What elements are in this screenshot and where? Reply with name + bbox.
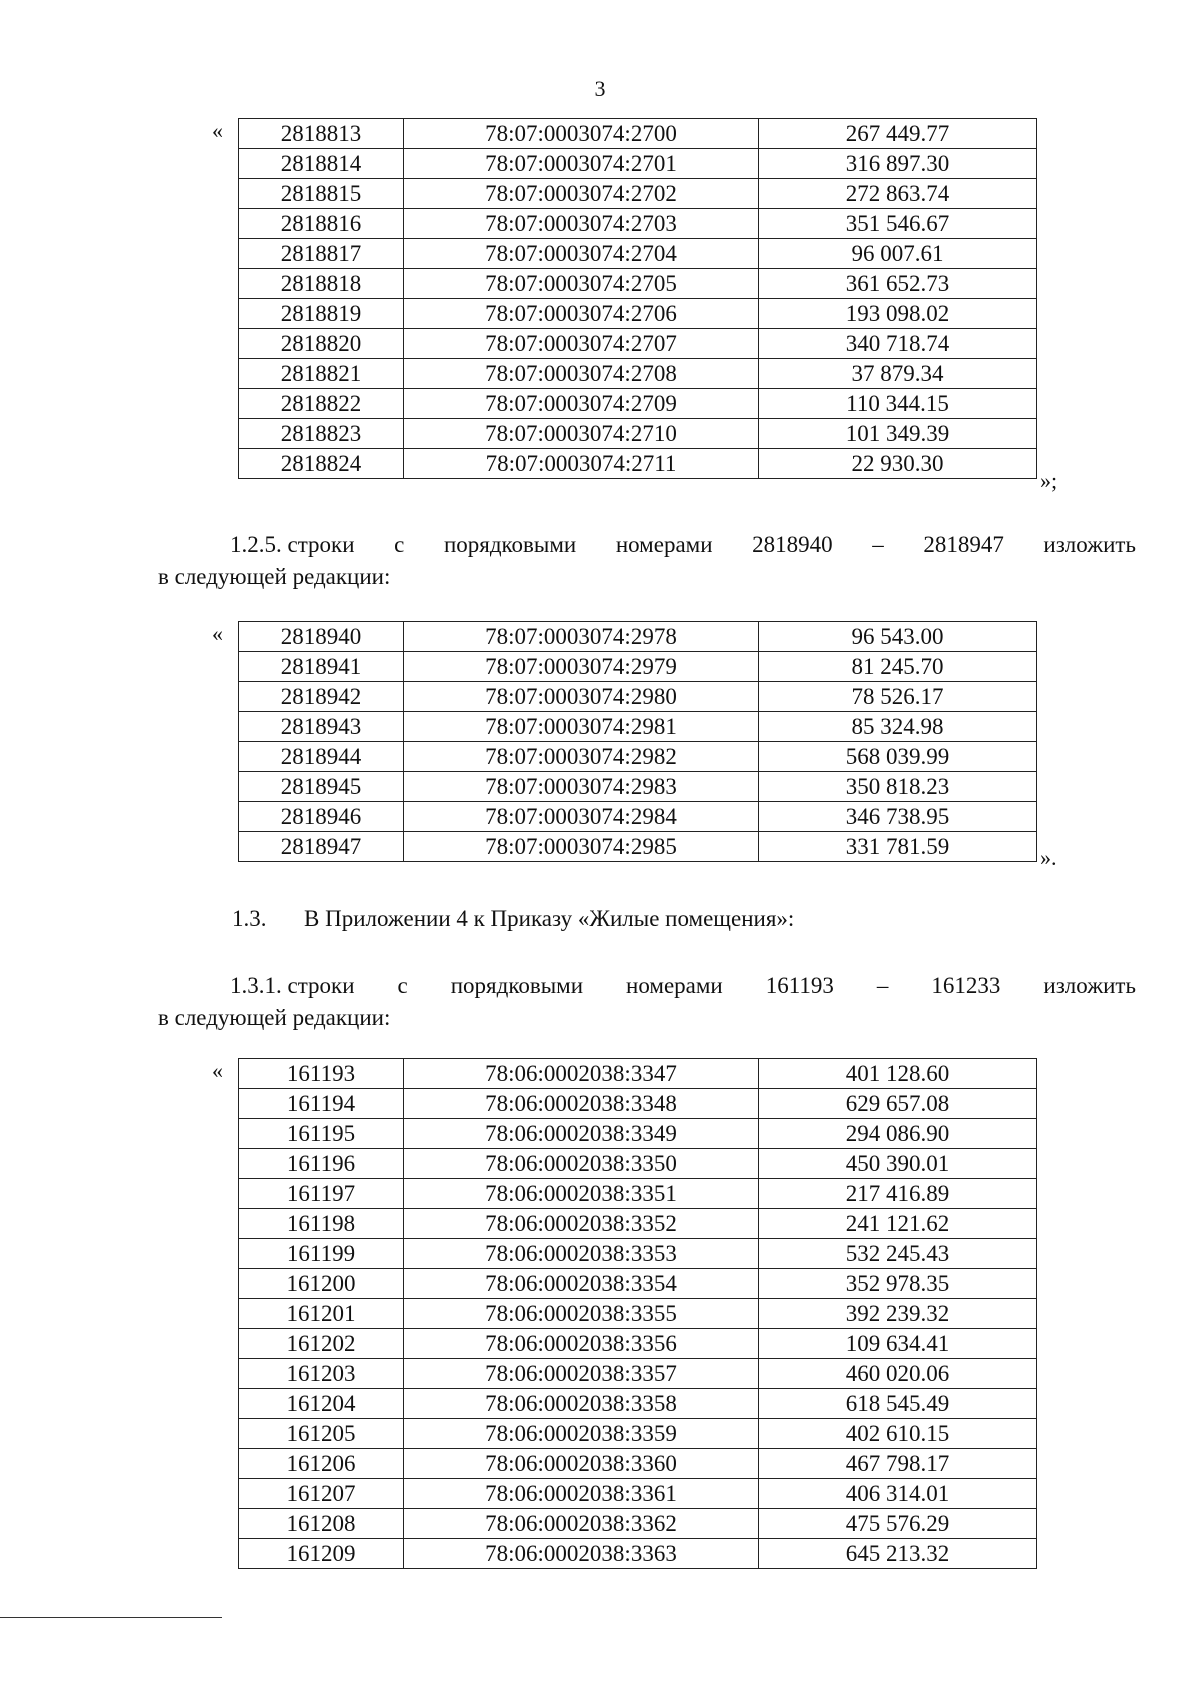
paragraph-word: 1.2.5. строки (230, 532, 355, 557)
table-row (239, 712, 1037, 742)
table-row (239, 239, 1037, 269)
cadastral-number-cell: 78:07:0003074:2702 (404, 179, 759, 209)
row-number-cell: 161203 (239, 1359, 404, 1389)
table-row (239, 802, 1037, 832)
section-heading-1-3 (232, 903, 794, 935)
value-cell: 568 039.99 (759, 742, 1037, 772)
paragraph-second-line: в следующей редакции: (158, 1005, 391, 1030)
table-row (239, 1149, 1037, 1179)
cadastral-number-cell: 78:07:0003074:2983 (404, 772, 759, 802)
value-cell: 193 098.02 (759, 299, 1037, 329)
table-row (239, 419, 1037, 449)
table-row (239, 299, 1037, 329)
table-row (239, 1059, 1037, 1089)
paragraph-word: 161193 (765, 973, 834, 998)
value-cell: 475 576.29 (759, 1509, 1037, 1539)
value-cell: 272 863.74 (759, 179, 1037, 209)
value-cell: 267 449.77 (759, 119, 1037, 149)
cadastral-number-cell: 78:07:0003074:2981 (404, 712, 759, 742)
row-number-cell: 161205 (239, 1419, 404, 1449)
value-cell: 96 007.61 (759, 239, 1037, 269)
value-cell: 618 545.49 (759, 1389, 1037, 1419)
row-number-cell: 161201 (239, 1299, 404, 1329)
cadastral-number-cell: 78:07:0003074:2700 (404, 119, 759, 149)
cadastral-number-cell: 78:07:0003074:2701 (404, 149, 759, 179)
cadastral-number-cell: 78:07:0003074:2710 (404, 419, 759, 449)
cadastral-number-cell: 78:07:0003074:2708 (404, 359, 759, 389)
registry-table-1 (238, 118, 1037, 479)
table-row (239, 832, 1037, 862)
paragraph-word: с (397, 973, 408, 998)
value-cell: 361 652.73 (759, 269, 1037, 299)
table-row (239, 682, 1037, 712)
section-number: 1.3. (232, 906, 267, 931)
paragraph-1-3-1 (158, 970, 1136, 1034)
row-number-cell: 161196 (239, 1149, 404, 1179)
value-cell: 351 546.67 (759, 209, 1037, 239)
row-number-cell: 2818822 (239, 389, 404, 419)
table-row (239, 1419, 1037, 1449)
row-number-cell: 161198 (239, 1209, 404, 1239)
row-number-cell: 2818823 (239, 419, 404, 449)
value-cell: 37 879.34 (759, 359, 1037, 389)
cadastral-number-cell: 78:07:0003074:2978 (404, 622, 759, 652)
paragraph-word: номерами (626, 973, 723, 998)
cadastral-number-cell: 78:06:0002038:3353 (404, 1239, 759, 1269)
table-row (239, 1479, 1037, 1509)
cadastral-number-cell: 78:06:0002038:3352 (404, 1209, 759, 1239)
value-cell: 402 610.15 (759, 1419, 1037, 1449)
value-cell: 467 798.17 (759, 1449, 1037, 1479)
row-number-cell: 2818947 (239, 832, 404, 862)
value-cell: 78 526.17 (759, 682, 1037, 712)
cadastral-number-cell: 78:06:0002038:3363 (404, 1539, 759, 1569)
table-row (239, 1359, 1037, 1389)
page-number: 3 (594, 76, 606, 101)
table-row (239, 772, 1037, 802)
value-cell: 645 213.32 (759, 1539, 1037, 1569)
cadastral-number-cell: 78:06:0002038:3347 (404, 1059, 759, 1089)
table-row (239, 269, 1037, 299)
value-cell: 346 738.95 (759, 802, 1037, 832)
table-row (239, 149, 1037, 179)
row-number-cell: 161197 (239, 1179, 404, 1209)
row-number-cell: 161193 (239, 1059, 404, 1089)
cadastral-number-cell: 78:06:0002038:3348 (404, 1089, 759, 1119)
cadastral-number-cell: 78:06:0002038:3362 (404, 1509, 759, 1539)
table-row (239, 449, 1037, 479)
cadastral-number-cell: 78:07:0003074:2706 (404, 299, 759, 329)
table-row (239, 1299, 1037, 1329)
cadastral-number-cell: 78:06:0002038:3360 (404, 1449, 759, 1479)
table-row (239, 1179, 1037, 1209)
table-row (239, 1449, 1037, 1479)
paragraph-word: 2818947 (923, 532, 1004, 557)
value-cell: 629 657.08 (759, 1089, 1037, 1119)
row-number-cell: 2818814 (239, 149, 404, 179)
cadastral-number-cell: 78:07:0003074:2980 (404, 682, 759, 712)
cadastral-number-cell: 78:07:0003074:2985 (404, 832, 759, 862)
cadastral-number-cell: 78:06:0002038:3354 (404, 1269, 759, 1299)
paragraph-1-2-5 (158, 529, 1136, 593)
paragraph-word: – (872, 532, 884, 557)
cadastral-number-cell: 78:06:0002038:3356 (404, 1329, 759, 1359)
table-row (239, 1269, 1037, 1299)
value-cell: 350 818.23 (759, 772, 1037, 802)
value-cell: 101 349.39 (759, 419, 1037, 449)
table-row (239, 1209, 1037, 1239)
row-number-cell: 161202 (239, 1329, 404, 1359)
table-row (239, 1089, 1037, 1119)
value-cell: 217 416.89 (759, 1179, 1037, 1209)
paragraph-word: изложить (1043, 532, 1136, 557)
row-number-cell: 161195 (239, 1119, 404, 1149)
value-cell: 532 245.43 (759, 1239, 1037, 1269)
paragraph-word: 161233 (931, 973, 1001, 998)
value-cell: 401 128.60 (759, 1059, 1037, 1089)
table-row (239, 179, 1037, 209)
registry-table-3 (238, 1058, 1037, 1569)
value-cell: 96 543.00 (759, 622, 1037, 652)
value-cell: 85 324.98 (759, 712, 1037, 742)
row-number-cell: 2818942 (239, 682, 404, 712)
table-row (239, 359, 1037, 389)
cadastral-number-cell: 78:06:0002038:3358 (404, 1389, 759, 1419)
cadastral-number-cell: 78:06:0002038:3350 (404, 1149, 759, 1179)
table-row (239, 652, 1037, 682)
cadastral-number-cell: 78:07:0003074:2984 (404, 802, 759, 832)
paragraph-word: порядковыми (443, 532, 577, 557)
row-number-cell: 2818944 (239, 742, 404, 772)
cadastral-number-cell: 78:07:0003074:2979 (404, 652, 759, 682)
row-number-cell: 2818945 (239, 772, 404, 802)
value-cell: 450 390.01 (759, 1149, 1037, 1179)
paragraph-word: с (394, 532, 405, 557)
cadastral-number-cell: 78:06:0002038:3349 (404, 1119, 759, 1149)
table-row (239, 1119, 1037, 1149)
value-cell: 109 634.41 (759, 1329, 1037, 1359)
cadastral-number-cell: 78:07:0003074:2704 (404, 239, 759, 269)
row-number-cell: 2818817 (239, 239, 404, 269)
table-row (239, 1539, 1037, 1569)
cadastral-number-cell: 78:06:0002038:3361 (404, 1479, 759, 1509)
value-cell: 22 930.30 (759, 449, 1037, 479)
row-number-cell: 161200 (239, 1269, 404, 1299)
cadastral-number-cell: 78:07:0003074:2705 (404, 269, 759, 299)
paragraph-word: 1.3.1. строки (230, 973, 355, 998)
paragraph-word: 2818940 (752, 532, 833, 557)
table-row (239, 1389, 1037, 1419)
paragraph-first-line (158, 529, 1136, 561)
table-row (239, 1509, 1037, 1539)
opening-quote: « (212, 118, 223, 143)
value-cell: 316 897.30 (759, 149, 1037, 179)
row-number-cell: 2818819 (239, 299, 404, 329)
paragraph-word: номерами (615, 532, 713, 557)
paragraph-word: изложить (1043, 973, 1136, 998)
cadastral-number-cell: 78:06:0002038:3359 (404, 1419, 759, 1449)
value-cell: 406 314.01 (759, 1479, 1037, 1509)
row-number-cell: 2818816 (239, 209, 404, 239)
value-cell: 241 121.62 (759, 1209, 1037, 1239)
row-number-cell: 161206 (239, 1449, 404, 1479)
cadastral-number-cell: 78:06:0002038:3357 (404, 1359, 759, 1389)
closing-quote: »; (1040, 468, 1058, 493)
table-row (239, 329, 1037, 359)
value-cell: 294 086.90 (759, 1119, 1037, 1149)
row-number-cell: 2818821 (239, 359, 404, 389)
table-row (239, 119, 1037, 149)
registry-table-2 (238, 621, 1037, 862)
row-number-cell: 2818940 (239, 622, 404, 652)
row-number-cell: 2818815 (239, 179, 404, 209)
row-number-cell: 161208 (239, 1509, 404, 1539)
cadastral-number-cell: 78:07:0003074:2707 (404, 329, 759, 359)
row-number-cell: 2818941 (239, 652, 404, 682)
value-cell: 110 344.15 (759, 389, 1037, 419)
value-cell: 340 718.74 (759, 329, 1037, 359)
paragraph-word: – (876, 973, 889, 998)
cadastral-number-cell: 78:06:0002038:3355 (404, 1299, 759, 1329)
cadastral-number-cell: 78:07:0003074:2982 (404, 742, 759, 772)
row-number-cell: 161204 (239, 1389, 404, 1419)
cadastral-number-cell: 78:06:0002038:3351 (404, 1179, 759, 1209)
cadastral-number-cell: 78:07:0003074:2709 (404, 389, 759, 419)
paragraph-word: порядковыми (450, 973, 584, 998)
cadastral-number-cell: 78:07:0003074:2703 (404, 209, 759, 239)
opening-quote: « (212, 621, 223, 646)
value-cell: 392 239.32 (759, 1299, 1037, 1329)
table-row (239, 742, 1037, 772)
row-number-cell: 161194 (239, 1089, 404, 1119)
row-number-cell: 161209 (239, 1539, 404, 1569)
value-cell: 460 020.06 (759, 1359, 1037, 1389)
row-number-cell: 2818943 (239, 712, 404, 742)
row-number-cell: 2818946 (239, 802, 404, 832)
closing-quote: ». (1040, 845, 1057, 870)
paragraph-first-line (158, 970, 1136, 1002)
section-text: В Приложении 4 к Приказу «Жилые помещения»: (304, 906, 795, 931)
row-number-cell: 161207 (239, 1479, 404, 1509)
row-number-cell: 2818818 (239, 269, 404, 299)
table-row (239, 622, 1037, 652)
row-number-cell: 2818813 (239, 119, 404, 149)
opening-quote: « (212, 1058, 223, 1083)
row-number-cell: 161199 (239, 1239, 404, 1269)
table-row (239, 1329, 1037, 1359)
value-cell: 81 245.70 (759, 652, 1037, 682)
value-cell: 331 781.59 (759, 832, 1037, 862)
paragraph-second-line: в следующей редакции: (158, 564, 391, 589)
cadastral-number-cell: 78:07:0003074:2711 (404, 449, 759, 479)
value-cell: 352 978.35 (759, 1269, 1037, 1299)
footnote-separator-line (0, 1617, 222, 1618)
table-row (239, 209, 1037, 239)
table-row (239, 1239, 1037, 1269)
row-number-cell: 2818824 (239, 449, 404, 479)
row-number-cell: 2818820 (239, 329, 404, 359)
table-row (239, 389, 1037, 419)
